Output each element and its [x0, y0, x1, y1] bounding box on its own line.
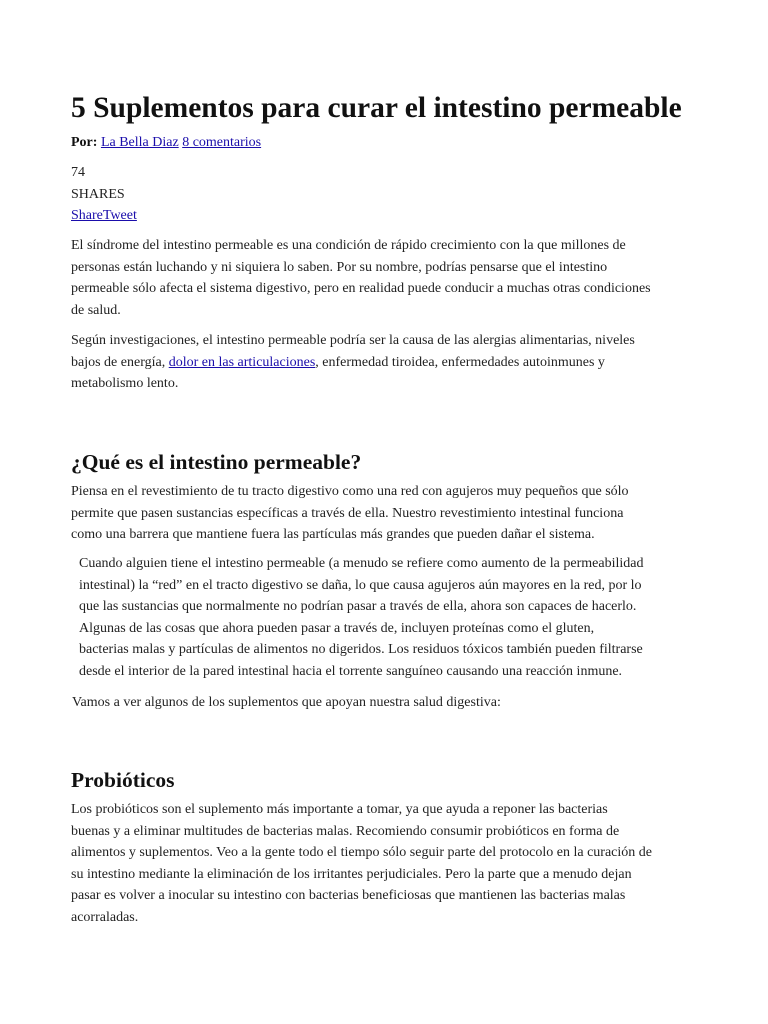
text-line: como una barrera que mantiene fuera las partículas más grandes que pueden dañar el sistema. [71, 527, 595, 543]
text-line: Vamos a ver algunos de los suplementos que apoyan nuestra salud digestiva: [72, 695, 501, 710]
section-heading-leaky-gut: ¿Qué es el intestino permeable? [71, 450, 362, 474]
text-line: metabolismo lento. [71, 376, 179, 392]
text-line: Cuando alguien tiene el intestino permeable (a menudo se refiere como aumento de la permeabilidad [79, 556, 644, 571]
text-line: Algunas de las cosas que ahora pueden pasar a través de, incluyen proteínas como el gluten, [79, 620, 595, 636]
section1-paragraph-2 [72, 692, 700, 714]
text-line: buenas y a eliminar multitudes de bacterias malas. Recomiendo consumir probióticos en forma de [71, 823, 620, 839]
author-link[interactable]: La Bella Diaz [100, 135, 179, 150]
text-line: Los probióticos son el suplemento más importante a tomar, ya que ayuda a reponer las bacterias [71, 802, 608, 817]
section-heading-probiotics: Probióticos [71, 768, 175, 792]
text-line: acorraladas. [71, 909, 139, 925]
section1-blockquote [79, 553, 699, 683]
byline-label: Por: [71, 135, 98, 150]
text-line: de salud. [71, 302, 121, 318]
comments-link[interactable]: 8 comentarios [182, 135, 262, 150]
text-line: que las sustancias que normalmente no podrían pasar a través de ella, ahora son capaces de hacerlo. [79, 599, 637, 615]
share-block [71, 162, 137, 227]
intro-paragraph-2 [71, 330, 699, 395]
text-line: permeable sólo afecta el sistema digestivo, pero en realidad puede conducir a muchas otras condiciones [71, 281, 651, 297]
share-tweet-link[interactable]: ShareTweet [71, 208, 137, 223]
article-title: 5 Suplementos para curar el intestino permeable [71, 92, 682, 124]
section1-paragraph-1 [71, 481, 699, 546]
text-segment: bajos de energía, [71, 354, 169, 370]
text-line [71, 352, 699, 374]
text-line: permite que pasen sustancias específicas a través de ella. Nuestro revestimiento intestinal funciona [71, 505, 624, 521]
text-segment: , enfermedad tiroidea, enfermedades autoinmunes y [315, 354, 605, 370]
text-line: bacterias malas y partículas de alimentos no digeridos. Los residuos tóxicos también pueden filtrarse [79, 642, 643, 658]
byline [71, 133, 261, 153]
text-line: El síndrome del intestino permeable es una condición de rápido crecimiento con la que millones de [71, 238, 626, 253]
text-line: Piensa en el revestimiento de tu tracto digestivo como una red con agujeros muy pequeños que sólo [71, 484, 629, 499]
shares-label: SHARES [71, 186, 125, 202]
joint-pain-link[interactable]: dolor en las articulaciones [168, 354, 316, 370]
shares-count: 74 [71, 165, 85, 180]
section2-paragraph-1 [71, 799, 699, 929]
text-line: Según investigaciones, el intestino permeable podría ser la causa de las alergias alimentarias, niveles [71, 333, 635, 348]
text-line: alimentos y suplementos. Veo a la gente todo el tiempo sólo seguir parte del protocolo en la curación de [71, 845, 652, 861]
text-line: su intestino mediante la eliminación de los irritantes perjudiciales. Pero la parte que a menudo dejan [71, 866, 632, 882]
intro-paragraph-1 [71, 235, 699, 321]
text-line: desde el interior de la pared intestinal hacia el torrente sanguíneo causando una reacción inmune. [79, 663, 623, 679]
text-line: intestinal) la “red” en el tracto digestivo se daña, lo que causa agujeros aún mayores en la red, por lo [79, 577, 642, 593]
text-line: pasar es volver a inocular su intestino con bacterias beneficiosas que mantienen las bacterias malas [71, 888, 626, 904]
text-line: personas están luchando y ni siquiera lo saben. Por su nombre, podrías pensarse que el intestino [71, 259, 608, 275]
